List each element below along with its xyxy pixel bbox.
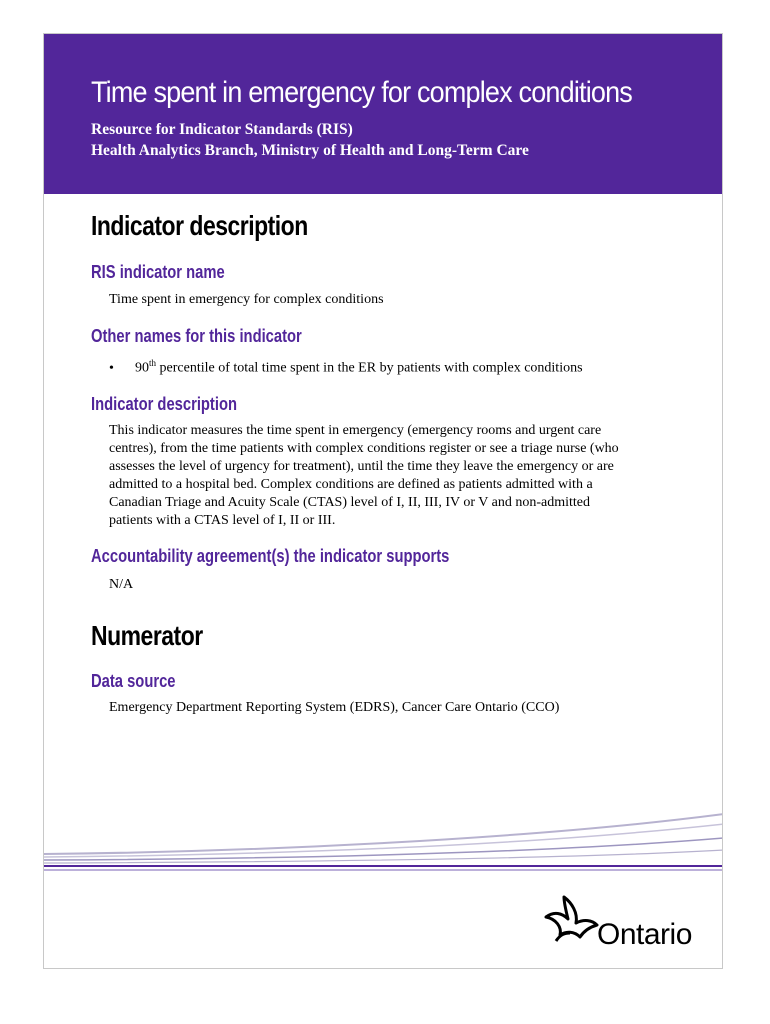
document-title: Time spent in emergency for complex conditions [91, 76, 633, 109]
ris-indicator-name-value: Time spent in emergency for complex conditions [109, 292, 384, 307]
ris-indicator-name-heading: RIS indicator name [91, 262, 225, 282]
document-subtitle-branch: Health Analytics Branch, Ministry of Health and Long-Term Care [91, 142, 529, 159]
footer-wave-lines [44, 804, 723, 874]
description-line: admitted to a hospital bed. Complex conditions are defined as patients admitted with a [109, 477, 593, 492]
accountability-value: N/A [109, 577, 134, 592]
description-line: patients with a CTAS level of I, II or III. [109, 513, 336, 528]
percentile-suffix: th [149, 358, 157, 368]
other-name-text: percentile of total time spent in the ER by patients with complex conditions [156, 360, 583, 376]
bullet-icon: • [109, 360, 114, 376]
description-line: assesses the level of urgency for treatment), until the time they leave the emergency or are [109, 459, 614, 474]
other-names-heading: Other names for this indicator [91, 326, 302, 346]
indicator-description-subheading: Indicator description [91, 394, 237, 414]
header-banner [44, 34, 722, 194]
percentile-number: 90 [135, 360, 149, 376]
numerator-heading: Numerator [91, 620, 203, 651]
data-source-heading: Data source [91, 671, 176, 691]
description-line: Canadian Triage and Acuity Scale (CTAS) level of I, II, III, IV or V and non-admitted [109, 495, 590, 510]
data-source-value: Emergency Department Reporting System (EDRS), Cancer Care Ontario (CCO) [109, 700, 560, 715]
document-page [43, 33, 723, 969]
ontario-logo-text: Ontario [597, 918, 692, 951]
description-line: This indicator measures the time spent in emergency (emergency rooms and urgent care [109, 423, 602, 438]
accountability-heading: Accountability agreement(s) the indicator supports [91, 546, 450, 566]
document-subtitle-resource: Resource for Indicator Standards (RIS) [91, 121, 353, 138]
other-names-list-item [109, 358, 583, 377]
indicator-description-heading: Indicator description [91, 210, 308, 241]
indicator-description-paragraph [109, 422, 669, 530]
description-line: centres), from the time patients with complex conditions register or see a triage nurse (who [109, 441, 619, 456]
